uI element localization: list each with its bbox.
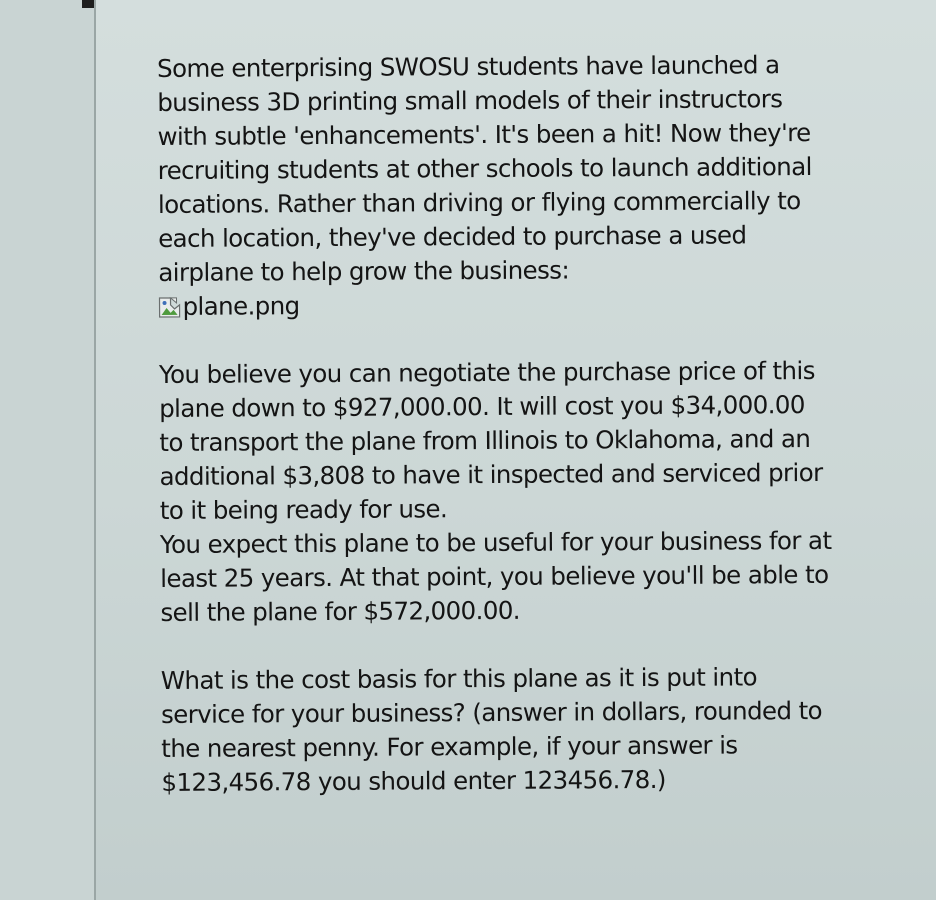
expectation-paragraph: You expect this plane to be useful for your business for at least 25 years. At that point, you believe you'll be able to sell the plane for $572,000.00. [159, 525, 832, 627]
question-paragraph: What is the cost basis for this plane as it is put into service for your business? (answer in dollars, rounded to the nearest penny. For example, if your answer is $123,456.78 you should enter 123456.78.) [160, 662, 823, 797]
intro-paragraph: Some enterprising SWOSU students have launched a business 3D printing small models of their instructors with subtle 'enhancements'. It's been a hit! Now they're recruiting students at other schools to launch additional locations. Rather than driving or flying commercially to each location, they've decided to purchase a used airplane to help grow the business: [157, 50, 812, 287]
details-paragraph: You believe you can negotiate the purchase price of this plane down to $927,000.00. It will cost you $34,000.00 to transport the plane from Illinois to Oklahoma, and an additional $3,808 to have it inspected and serviced prior to it being ready for use. [158, 355, 823, 525]
broken-image-icon [158, 295, 180, 319]
paragraph-spacer [159, 320, 879, 358]
question-text-container [157, 48, 882, 800]
image-alt-text: plane.png [182, 291, 300, 321]
paragraph-spacer [161, 626, 881, 664]
embedded-image-placeholder [158, 286, 878, 324]
